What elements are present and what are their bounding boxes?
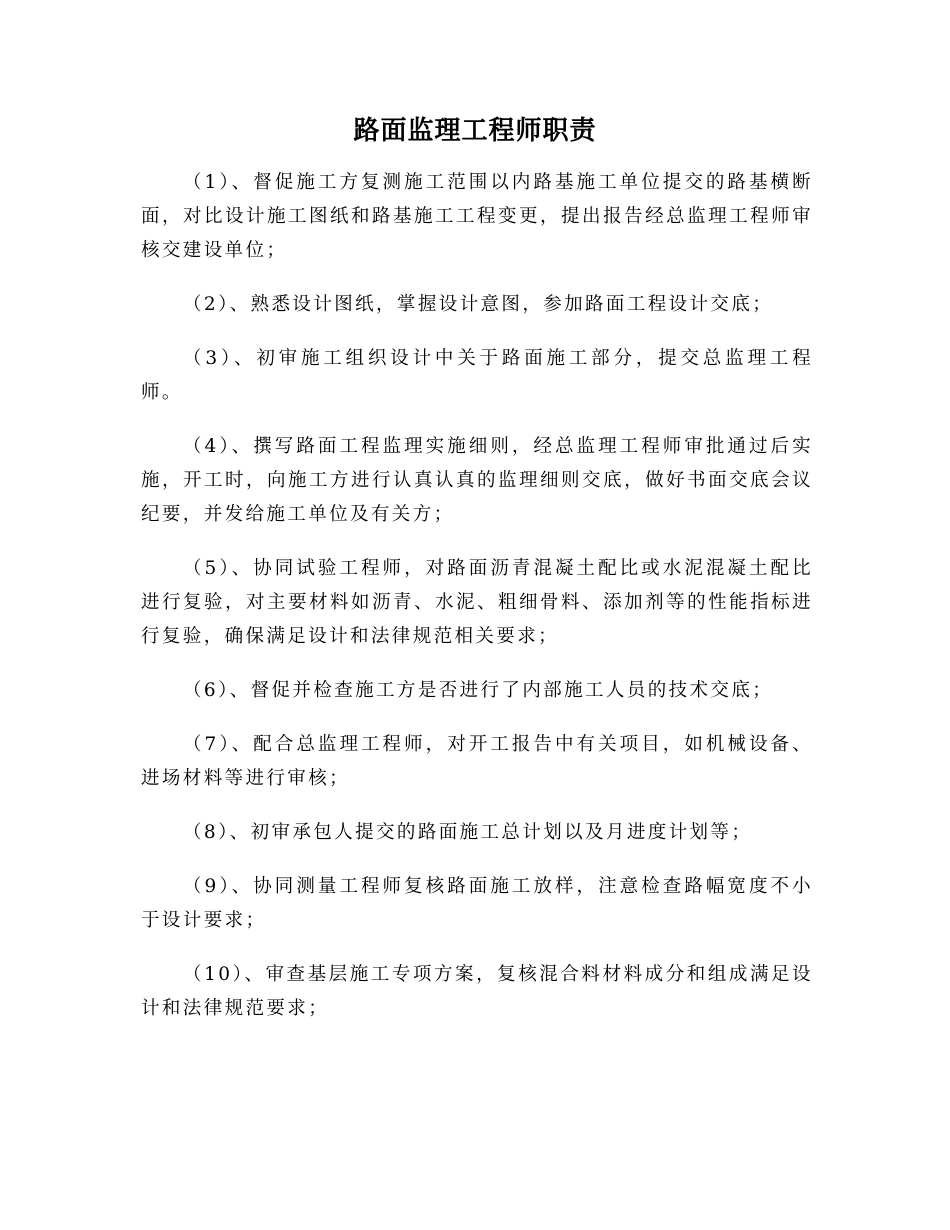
- paragraph-9: （9）、协同测量工程师复核路面施工放样，注意检查路幅宽度不小于设计要求；: [141, 876, 813, 931]
- paragraph-8: （8）、初审承包人提交的路面施工总计划以及月进度计划等；: [183, 822, 753, 843]
- paragraph-6: （6）、督促并检查施工方是否进行了内部施工人员的技术交底；: [183, 680, 774, 701]
- paragraph-1: （1）、督促施工方复测施工范围以内路基施工单位提交的路基横断面，对比设计施工图纸和路基施工工程变更，提出报告经总监理工程师审核交建设单位；: [141, 172, 813, 261]
- document-body: [141, 166, 813, 1046]
- paragraph-10: （10）、审查基层施工专项方案，复核混合料材料成分和组成满足设计和法律规范要求；: [141, 964, 813, 1019]
- paragraph-5: （5）、协同试验工程师，对路面沥青混凝土配比或水泥混凝土配比进行复验，对主要材料如沥青、水泥、粗细骨料、添加剂等的性能指标进行复验，确保满足设计和法律规范相关要求；: [141, 558, 813, 647]
- paragraph-4: （4）、撰写路面工程监理实施细则，经总监理工程师审批通过后实施，开工时，向施工方进行认真认真的监理细则交底，做好书面交底会议纪要，并发给施工单位及有关方；: [141, 436, 813, 525]
- paragraph-2: （2）、熟悉设计图纸，掌握设计意图，参加路面工程设计交底；: [183, 294, 774, 315]
- document-title: 路面监理工程师职责: [353, 116, 597, 146]
- paragraph-3: （3）、初审施工组织设计中关于路面施工部分，提交总监理工程师。: [141, 348, 813, 403]
- paragraph-7: （7）、配合总监理工程师，对开工报告中有关项目，如机械设备、进场材料等进行审核；: [141, 734, 813, 789]
